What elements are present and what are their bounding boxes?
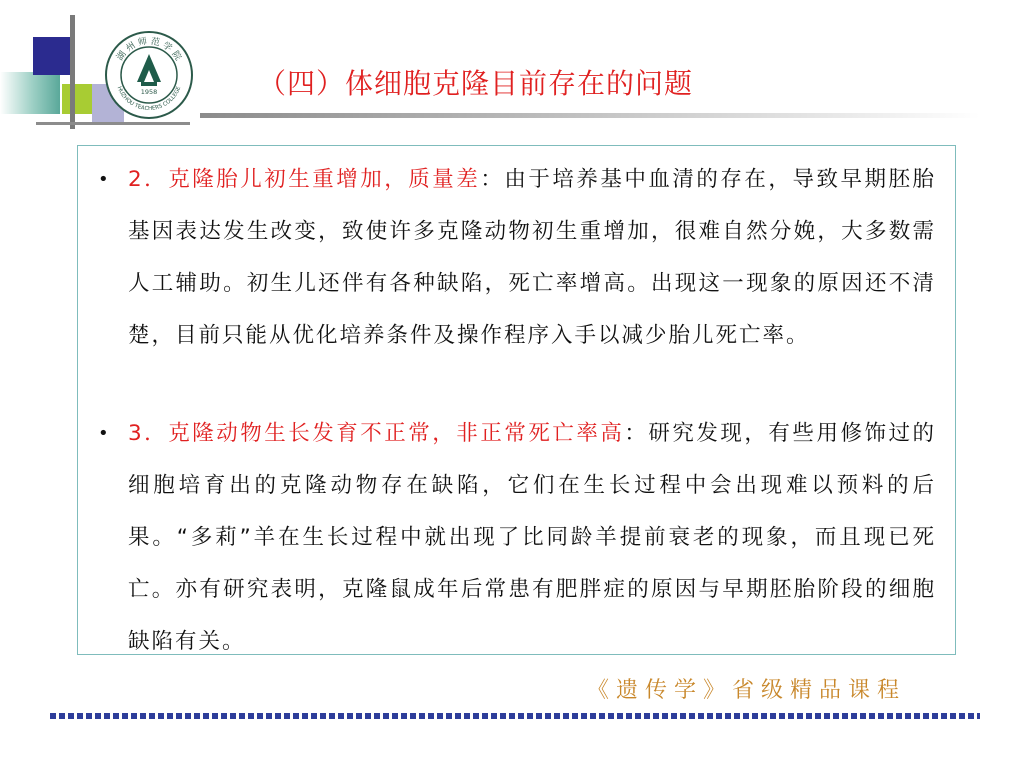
university-seal-icon	[104, 30, 194, 120]
item-heading: 克隆胎儿初生重增加，质量差	[168, 167, 481, 192]
logo-year: 1958	[140, 88, 158, 96]
footer-dashed-line	[50, 713, 980, 719]
decor-navy-square	[33, 37, 71, 75]
title-underline	[200, 113, 980, 118]
decor-horizontal-bar	[36, 122, 190, 125]
svg-text:湖 州 师 范 学 院: 湖 州 师 范 学 院	[115, 36, 183, 63]
item-number: 2．	[128, 167, 169, 192]
decor-teal-block	[0, 72, 60, 114]
decor-vertical-bar	[70, 15, 75, 129]
course-label: 《遗传学》省级精品课程	[586, 678, 906, 703]
list-item	[98, 408, 936, 668]
list-item	[98, 154, 936, 362]
item-body: ：由于培养基中血清的存在，导致早期胚胎基因表达发生改变，致使许多克隆动物初生重增加，很难自然分娩，大多数需人工辅助。初生儿还伴有各种缺陷，死亡率增高。出现这一现象的原因还不清楚，目前只能从优化培养条件及操作程序入手以减少胎儿死亡率。	[128, 167, 936, 348]
bullet-dot-icon: •	[98, 169, 109, 190]
page-title: （四）体细胞克隆目前存在的问题	[258, 67, 694, 100]
content-box	[77, 145, 956, 655]
decor-green-square	[62, 84, 92, 114]
item-number: 3．	[128, 421, 169, 446]
item-heading: 克隆动物生长发育不正常，非正常死亡率高	[168, 421, 625, 446]
item-body: ：研究发现，有些用修饰过的细胞培育出的克隆动物存在缺陷，它们在生长过程中会出现难以预料的后果。“多莉”羊在生长过程中就出现了比同龄羊提前衰老的现象，而且现已死亡。亦有研究表明，克隆鼠成年后常患有肥胖症的原因与早期胚胎阶段的细胞缺陷有关。	[128, 421, 936, 654]
logo-ring-text: HUZHOU TEACHERS COLLEGE	[115, 85, 183, 113]
bullet-dot-icon: •	[98, 423, 109, 444]
